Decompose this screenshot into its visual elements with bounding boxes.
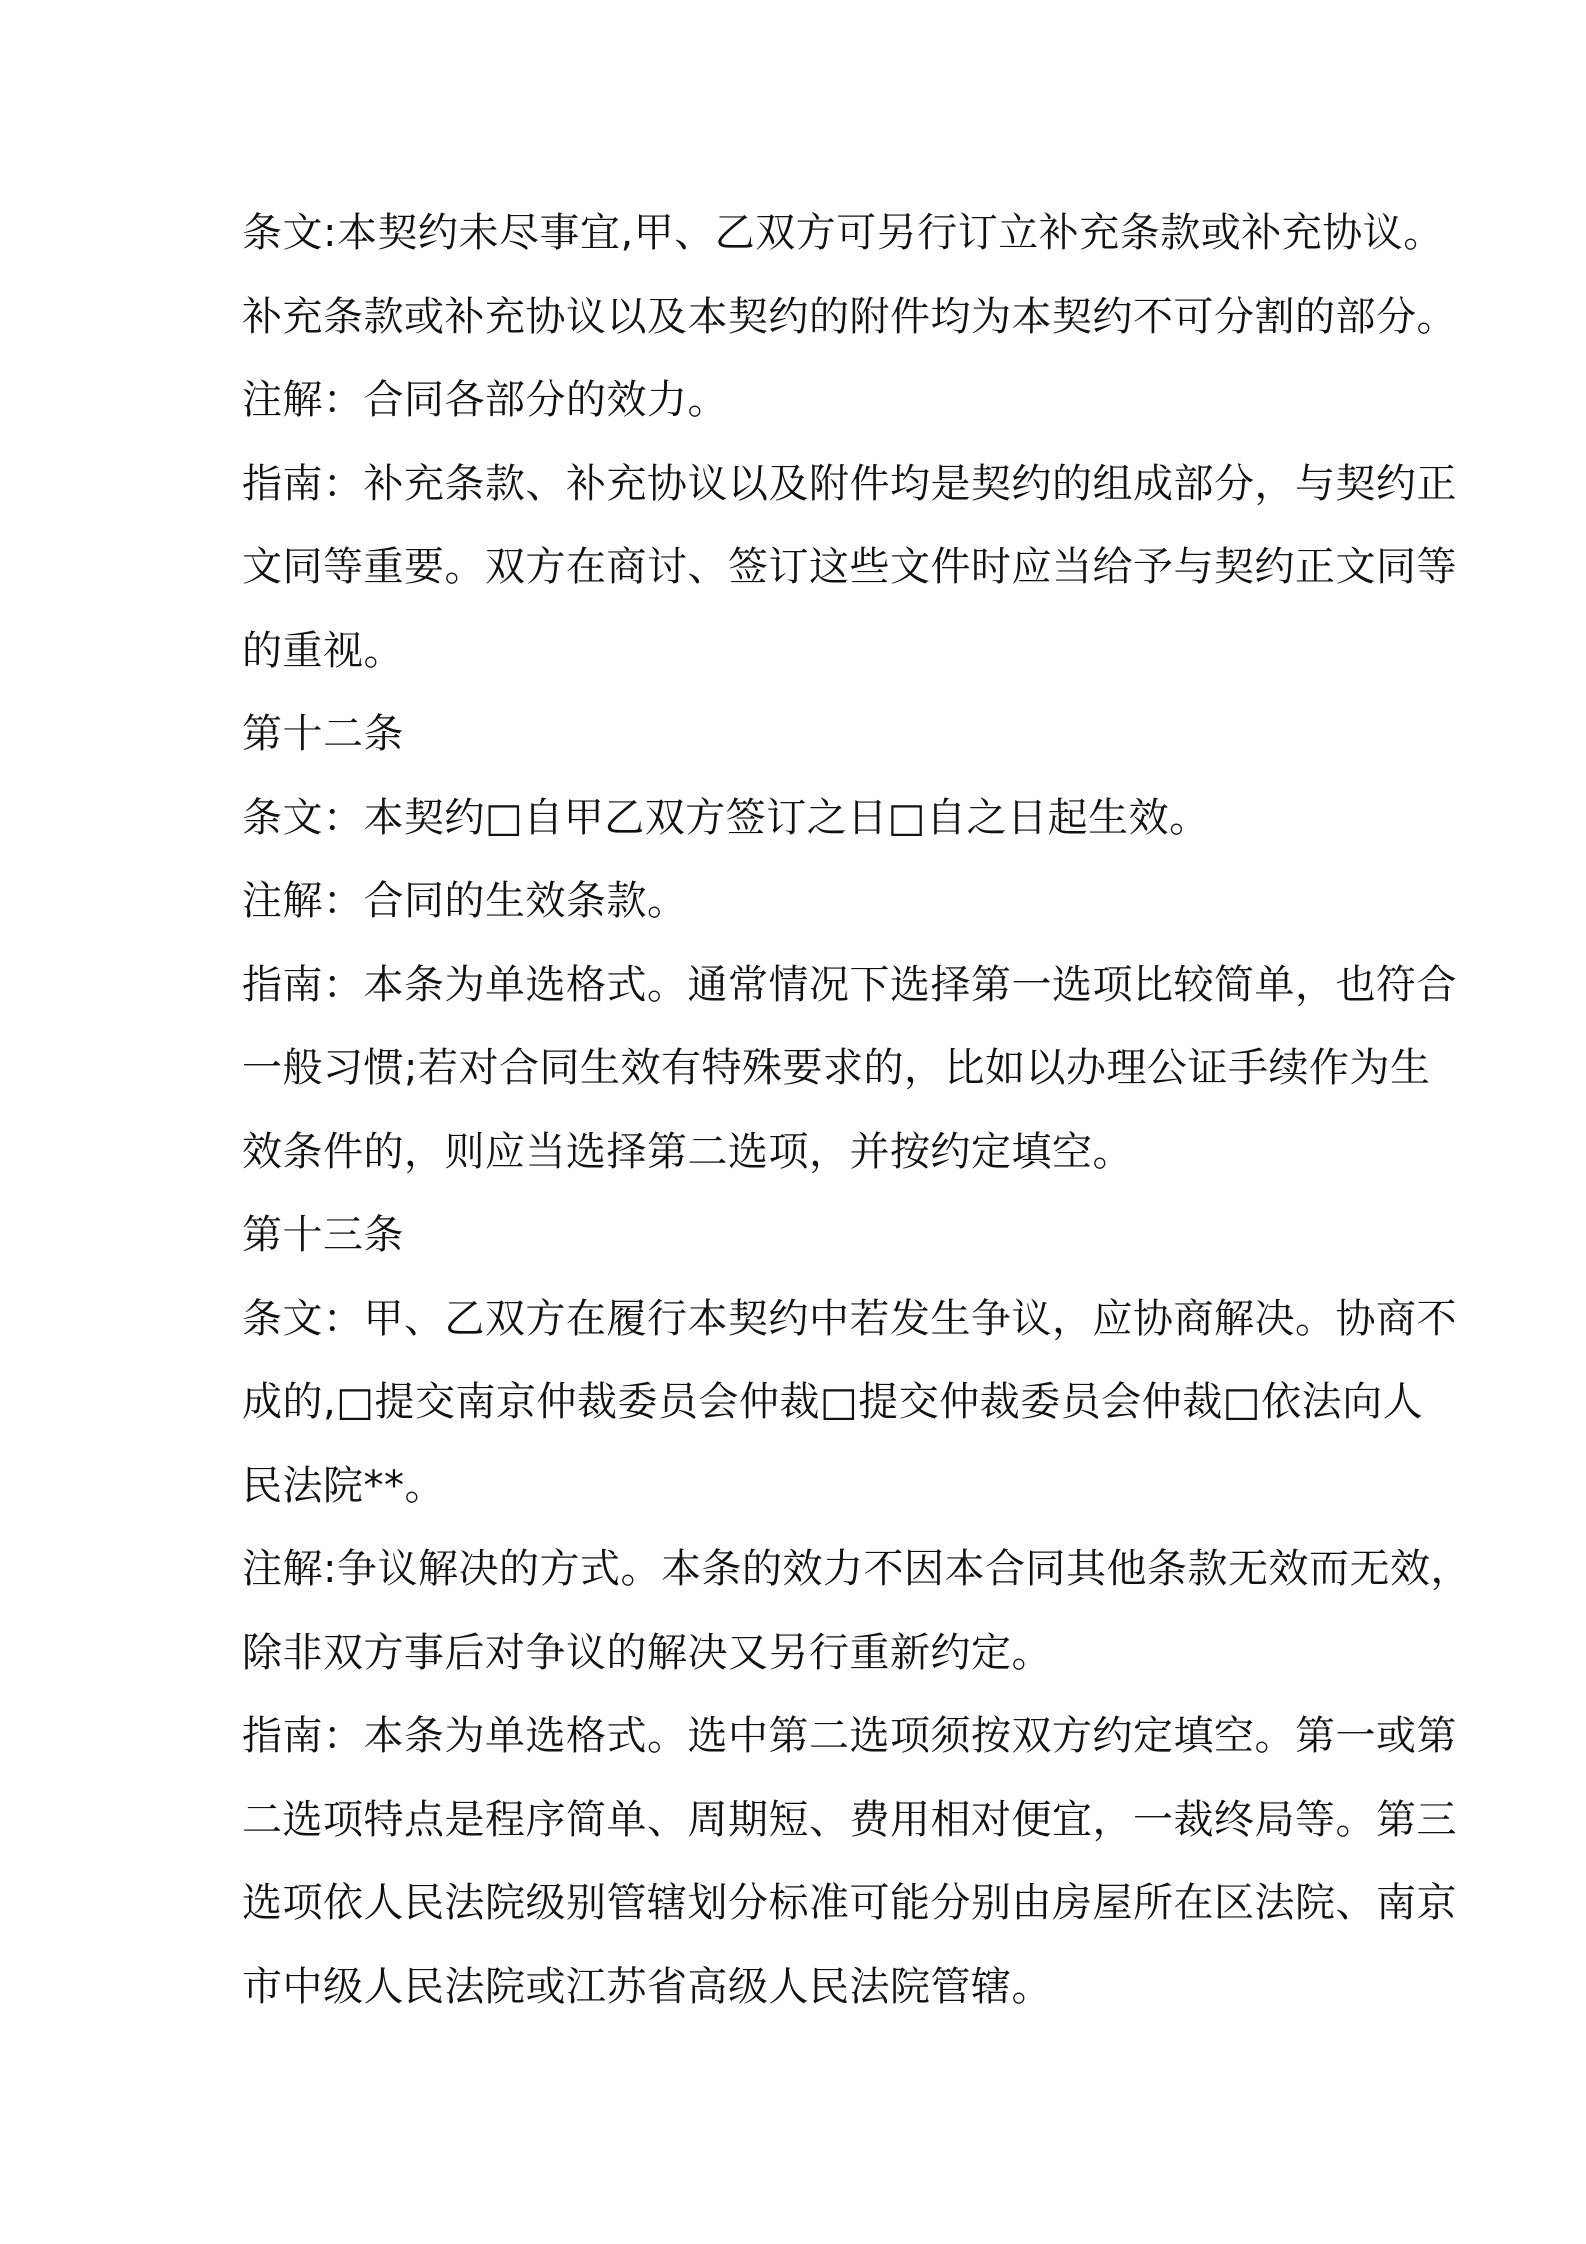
text-line: 市中级人民法院或江苏省高级人民法院管辖。	[242, 1963, 1052, 2010]
text-line: 指南：本条为单选格式。选中第二选项须按双方约定填空。第一或第	[242, 1713, 1457, 1759]
text-line: 注解:争议解决的方式。本条的效力不因本合同其他条款无效而无效，	[242, 1546, 1471, 1592]
text-line: 的重视。	[242, 627, 404, 674]
text-line: 文同等重要。双方在商讨、签订这些文件时应当给予与契约正文同等	[242, 544, 1457, 590]
text-line: 条文：本契约□自甲乙双方签订之日□自之日起生效。	[242, 794, 1210, 841]
text-line: 民法院**。	[242, 1462, 445, 1509]
text-line: 注解：合同各部分的效力。	[242, 377, 728, 423]
text-line: 指南：本条为单选格式。通常情况下选择第一选项比较简单，也符合	[242, 961, 1457, 1008]
text-line: 成的,□提交南京仲裁委员会仲裁□提交仲裁委员会仲裁□依法向人	[242, 1379, 1424, 1425]
text-line: 选项依人民法院级别管辖划分标准可能分别由房屋所在区法院、南京	[242, 1880, 1457, 1926]
text-line: 条文:本契约未尽事宜,甲、乙双方可另行订立补充条款或补充协议。	[242, 210, 1444, 256]
text-line: 除非双方事后对争议的解决又另行重新约定。	[242, 1629, 1052, 1676]
text-line: 一般习惯;若对合同生效有特殊要求的，比如以办理公证手续作为生	[242, 1045, 1431, 1091]
text-line: 效条件的，则应当选择第二选项，并按约定填空。	[242, 1128, 1133, 1175]
text-line: 指南：补充条款、补充协议以及附件均是契约的组成部分，与契约正	[242, 460, 1457, 507]
text-line: 条文：甲、乙双方在履行本契约中若发生争议，应协商解决。协商不	[242, 1295, 1457, 1342]
text-line: 注解：合同的生效条款。	[242, 878, 688, 924]
text-line: 二选项特点是程序简单、周期短、费用相对便宜，一裁终局等。第三	[242, 1796, 1457, 1843]
article-heading: 第十二条	[242, 711, 404, 757]
document-body	[242, 192, 1471, 2029]
text-line: 补充条款或补充协议以及本契约的附件均为本契约不可分割的部分。	[242, 293, 1457, 340]
article-heading: 第十三条	[242, 1212, 404, 1258]
